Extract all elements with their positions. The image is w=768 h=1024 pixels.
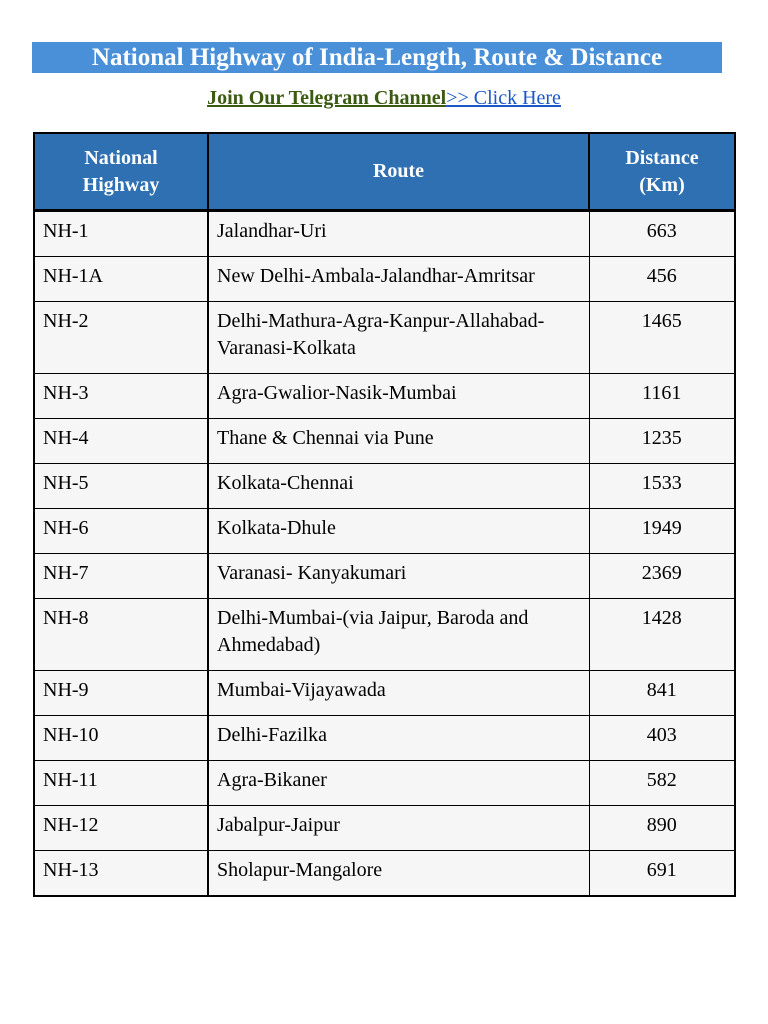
cell-distance: 1428 [589,599,735,671]
cell-route: Sholapur-Mangalore [208,851,589,897]
header-distance [589,133,735,211]
cell-national-highway: NH-5 [34,464,208,509]
telegram-join-text[interactable]: Join Our Telegram Channel [207,87,447,109]
table-row [34,257,735,302]
cell-national-highway: NH-12 [34,806,208,851]
cell-distance: 1161 [589,374,735,419]
cell-distance: 841 [589,671,735,716]
cell-distance: 2369 [589,554,735,599]
header-national-highway [34,133,208,211]
cell-route: Kolkata-Chennai [208,464,589,509]
cell-distance: 1465 [589,302,735,374]
cell-national-highway: NH-10 [34,716,208,761]
cell-distance: 456 [589,257,735,302]
cell-distance: 663 [589,211,735,257]
cell-distance: 582 [589,761,735,806]
cell-route: Jalandhar-Uri [208,211,589,257]
cell-national-highway: NH-1A [34,257,208,302]
cell-route: Delhi-Mumbai-(via Jaipur, Baroda and Ahmedabad) [208,599,589,671]
table-row [34,761,735,806]
table-row [34,554,735,599]
cell-national-highway: NH-6 [34,509,208,554]
cell-national-highway: NH-8 [34,599,208,671]
table-row [34,302,735,374]
cell-distance: 890 [589,806,735,851]
cell-distance: 403 [589,716,735,761]
cell-route: Jabalpur-Jaipur [208,806,589,851]
header-national-highway-line1: National [84,146,158,169]
table-row [34,716,735,761]
cell-distance: 1235 [589,419,735,464]
cell-route: Delhi-Mathura-Agra-Kanpur-Allahabad-Varanasi-Kolkata [208,302,589,374]
table-row [34,374,735,419]
cell-route: New Delhi-Ambala-Jalandhar-Amritsar [208,257,589,302]
table-row [34,509,735,554]
cell-national-highway: NH-2 [34,302,208,374]
cell-route: Thane & Chennai via Pune [208,419,589,464]
cell-national-highway: NH-3 [34,374,208,419]
table-row [34,599,735,671]
telegram-promo [0,85,768,111]
header-distance-line1: Distance [625,146,699,169]
cell-distance: 691 [589,851,735,897]
table-row [34,419,735,464]
title-banner [32,42,722,73]
cell-distance: 1533 [589,464,735,509]
cell-national-highway: NH-4 [34,419,208,464]
cell-national-highway: NH-9 [34,671,208,716]
header-route: Route [208,133,589,211]
header-distance-line2: (Km) [639,173,685,196]
table-row [34,806,735,851]
cell-route: Agra-Gwalior-Nasik-Mumbai [208,374,589,419]
cell-distance: 1949 [589,509,735,554]
table-row [34,671,735,716]
table-row [34,851,735,897]
table-body [34,211,735,897]
table-row [34,464,735,509]
cell-route: Mumbai-Vijayawada [208,671,589,716]
header-national-highway-line2: Highway [82,173,160,196]
table-header-row [34,133,735,211]
table-row [34,211,735,257]
cell-route: Delhi-Fazilka [208,716,589,761]
highway-table [33,132,736,897]
cell-route: Kolkata-Dhule [208,509,589,554]
cell-national-highway: NH-1 [34,211,208,257]
cell-national-highway: NH-13 [34,851,208,897]
click-here-link[interactable]: >> Click Here [446,87,561,109]
cell-route: Agra-Bikaner [208,761,589,806]
cell-national-highway: NH-7 [34,554,208,599]
cell-route: Varanasi- Kanyakumari [208,554,589,599]
cell-national-highway: NH-11 [34,761,208,806]
page-title: National Highway of India-Length, Route & Distance [91,44,663,71]
